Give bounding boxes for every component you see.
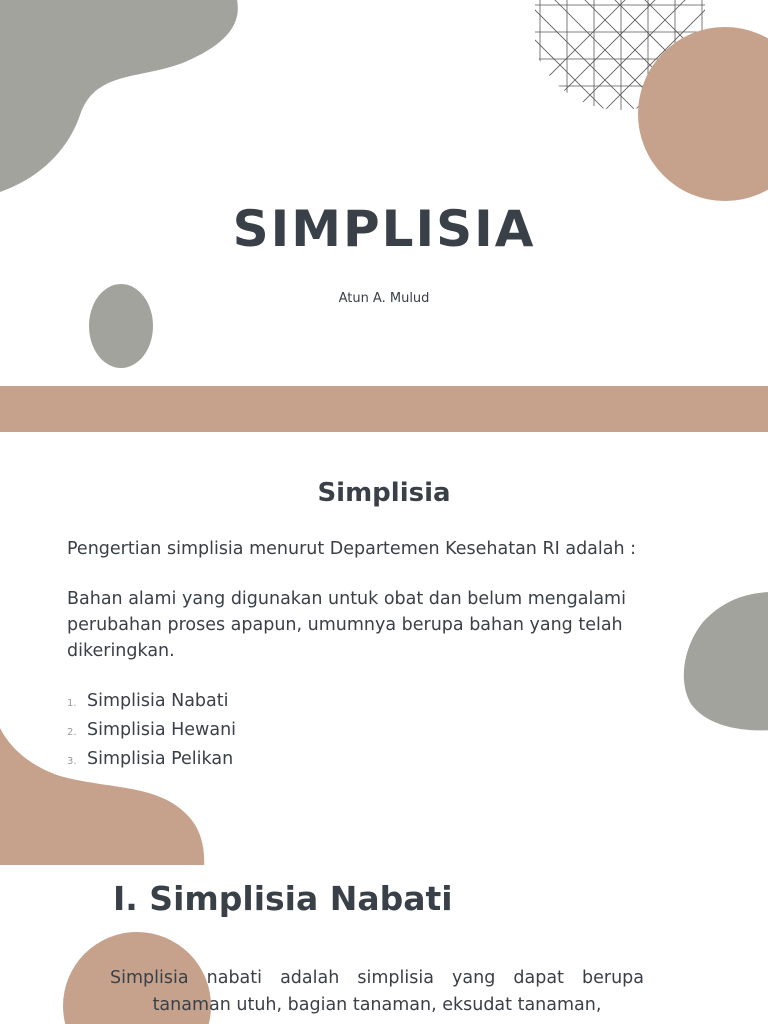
terracotta-blob-bottom-left <box>0 728 210 865</box>
terracotta-circle-top-right <box>638 27 768 202</box>
slide-divider-band <box>0 386 768 432</box>
list-number: 1. <box>67 698 77 709</box>
list-number: 3. <box>67 756 77 767</box>
list-item <box>67 688 236 717</box>
presentation-title: SIMPLISIA <box>232 200 536 258</box>
author-name: Atun A. Mulud <box>338 291 430 306</box>
cover-slide <box>0 0 768 386</box>
list-label: Simplisia Pelikan <box>87 749 234 769</box>
definition-slide <box>0 432 768 865</box>
definition-intro: Pengertian simplisia menurut Departemen Kesehatan RI adalah : <box>67 539 637 559</box>
nabati-slide <box>0 865 768 1024</box>
slide-heading: Simplisia <box>317 478 451 508</box>
definition-text: Bahan alami yang digunakan untuk obat dan belum mengalami perubahan proses apapun, umumnya berupa bahan yang telah dikeringkan. <box>67 589 626 661</box>
sage-blob-right <box>683 592 768 732</box>
sage-blob-top-left <box>0 0 260 200</box>
section-heading: I. Simplisia Nabati <box>113 879 453 918</box>
list-number: 2. <box>67 727 77 738</box>
sage-oval <box>89 283 155 369</box>
list-label: Simplisia Nabati <box>87 691 229 711</box>
section-paragraph: Simplisia nabati adalah simplisia yang dapat berupa tanaman utuh, bagian tanaman, eksudat tanaman, <box>110 968 644 1015</box>
list-label: Simplisia Hewani <box>87 720 237 740</box>
